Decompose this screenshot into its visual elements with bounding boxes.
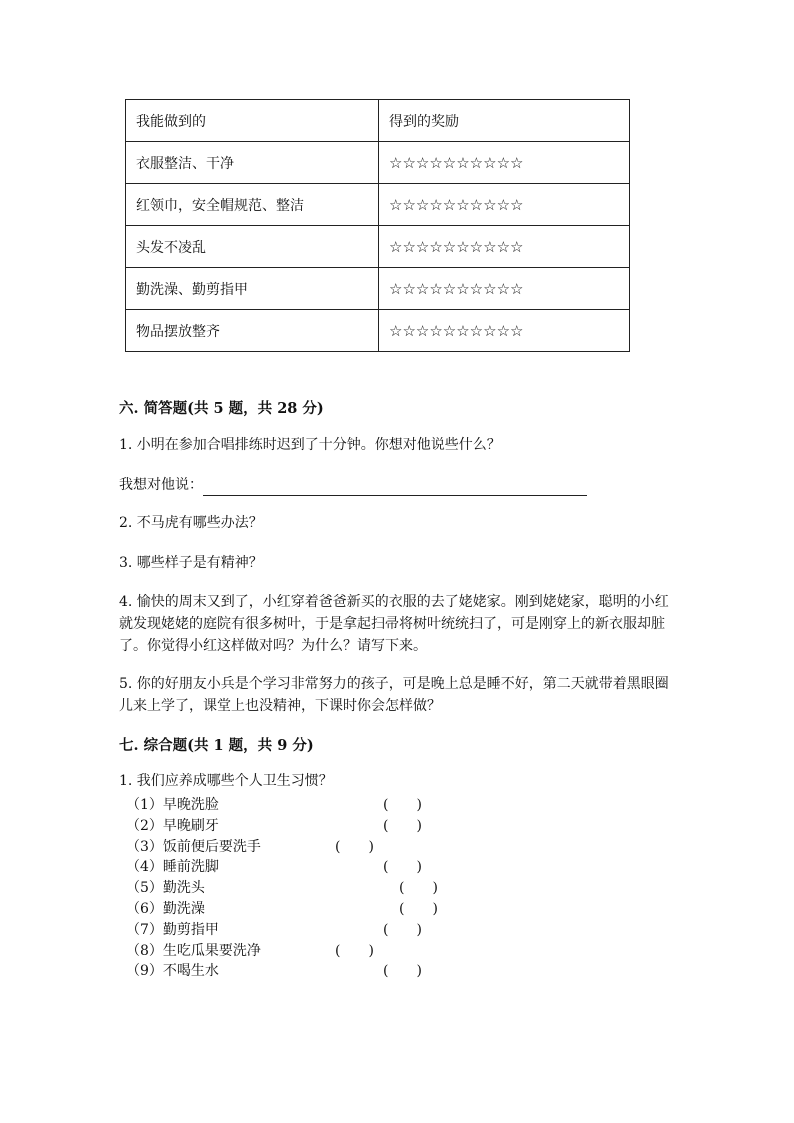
answer-paren[interactable]: ( ) xyxy=(383,817,422,834)
habit-label: （6）勤洗澡 xyxy=(126,900,205,917)
list-item xyxy=(126,920,626,941)
habit-label: （1）早晚洗脸 xyxy=(126,797,219,813)
reward-table xyxy=(125,99,630,352)
list-item xyxy=(126,899,626,920)
list-item xyxy=(126,857,626,878)
list-item xyxy=(126,941,626,962)
answer-line-row xyxy=(119,474,679,496)
habit-label: （3）饭前便后要洗手 xyxy=(126,838,261,855)
question-6-4: 4. 愉快的周末又到了，小红穿着爸爸新买的衣服的去了姥姥家。刚到姥姥家，聪明的小红就发现姥姥的庭院有很多树叶，于是拿起扫帚将树叶统统扫了，可是刚穿上的新衣服却脏了。你觉得小红这样做对吗？为什么？请写下来。 xyxy=(119,594,669,654)
star-rating[interactable]: ☆☆☆☆☆☆☆☆☆☆ xyxy=(379,226,630,268)
list-item xyxy=(126,795,626,816)
habit-list xyxy=(126,795,626,982)
answer-label: 我想对他说： xyxy=(119,477,203,493)
row-item: 头发不凌乱 xyxy=(126,226,379,268)
table-row xyxy=(126,268,630,310)
row-item: 红领巾，安全帽规范、整洁 xyxy=(126,184,379,226)
list-item xyxy=(126,837,626,858)
habit-label: （5）勤洗头 xyxy=(126,880,205,897)
answer-paren[interactable]: ( ) xyxy=(335,942,374,959)
table-row xyxy=(126,184,630,226)
habit-label: （9）不喝生水 xyxy=(126,963,219,980)
row-item: 衣服整洁、干净 xyxy=(126,142,379,184)
list-item xyxy=(126,961,626,982)
habit-label: （7）勤剪指甲 xyxy=(126,921,219,938)
question-6-5: 5. 你的好朋友小兵是个学习非常努力的孩子，可是晚上总是睡不好，第二天就带着黑眼圈儿来上学了，课堂上也没精神，下课时你会怎样做？ xyxy=(119,676,669,714)
row-item: 勤洗澡、勤剪指甲 xyxy=(126,268,379,310)
answer-paren[interactable]: ( ) xyxy=(335,838,374,855)
answer-paren[interactable]: ( ) xyxy=(383,963,422,980)
question-6-3: 3. 哪些样子是有精神？ xyxy=(119,555,263,571)
answer-paren[interactable]: ( ) xyxy=(399,900,438,917)
table-row xyxy=(126,310,630,352)
answer-paren[interactable]: ( ) xyxy=(383,921,422,938)
answer-paren[interactable]: ( ) xyxy=(383,797,422,813)
header-cell-reward: 得到的奖励 xyxy=(379,100,630,142)
star-rating[interactable]: ☆☆☆☆☆☆☆☆☆☆ xyxy=(379,268,630,310)
section6-title: 六. 简答题(共 5 题，共 28 分) xyxy=(119,400,324,417)
question-7-1: 1. 我们应养成哪些个人卫生习惯？ xyxy=(119,773,333,789)
star-rating[interactable]: ☆☆☆☆☆☆☆☆☆☆ xyxy=(379,142,630,184)
habit-label: （8）生吃瓜果要洗净 xyxy=(126,942,261,959)
star-rating[interactable]: ☆☆☆☆☆☆☆☆☆☆ xyxy=(379,184,630,226)
row-item: 物品摆放整齐 xyxy=(126,310,379,352)
answer-paren[interactable]: ( ) xyxy=(399,880,438,897)
table-header-row xyxy=(126,100,630,142)
header-cell-achievement: 我能做到的 xyxy=(126,100,379,142)
list-item xyxy=(126,816,626,837)
star-rating[interactable]: ☆☆☆☆☆☆☆☆☆☆ xyxy=(379,310,630,352)
list-item xyxy=(126,878,626,899)
question-6-1: 1. 小明在参加合唱排练时迟到了十分钟。你想对他说些什么？ xyxy=(119,437,501,453)
habit-label: （4）睡前洗脚 xyxy=(126,859,219,876)
section7-title: 七. 综合题(共 1 题，共 9 分) xyxy=(119,737,314,754)
answer-blank[interactable] xyxy=(203,480,587,496)
habit-label: （2）早晚刷牙 xyxy=(126,817,219,834)
table-row xyxy=(126,142,630,184)
table-row xyxy=(126,226,630,268)
question-6-2: 2. 不马虎有哪些办法？ xyxy=(119,515,263,531)
answer-paren[interactable]: ( ) xyxy=(383,859,422,876)
